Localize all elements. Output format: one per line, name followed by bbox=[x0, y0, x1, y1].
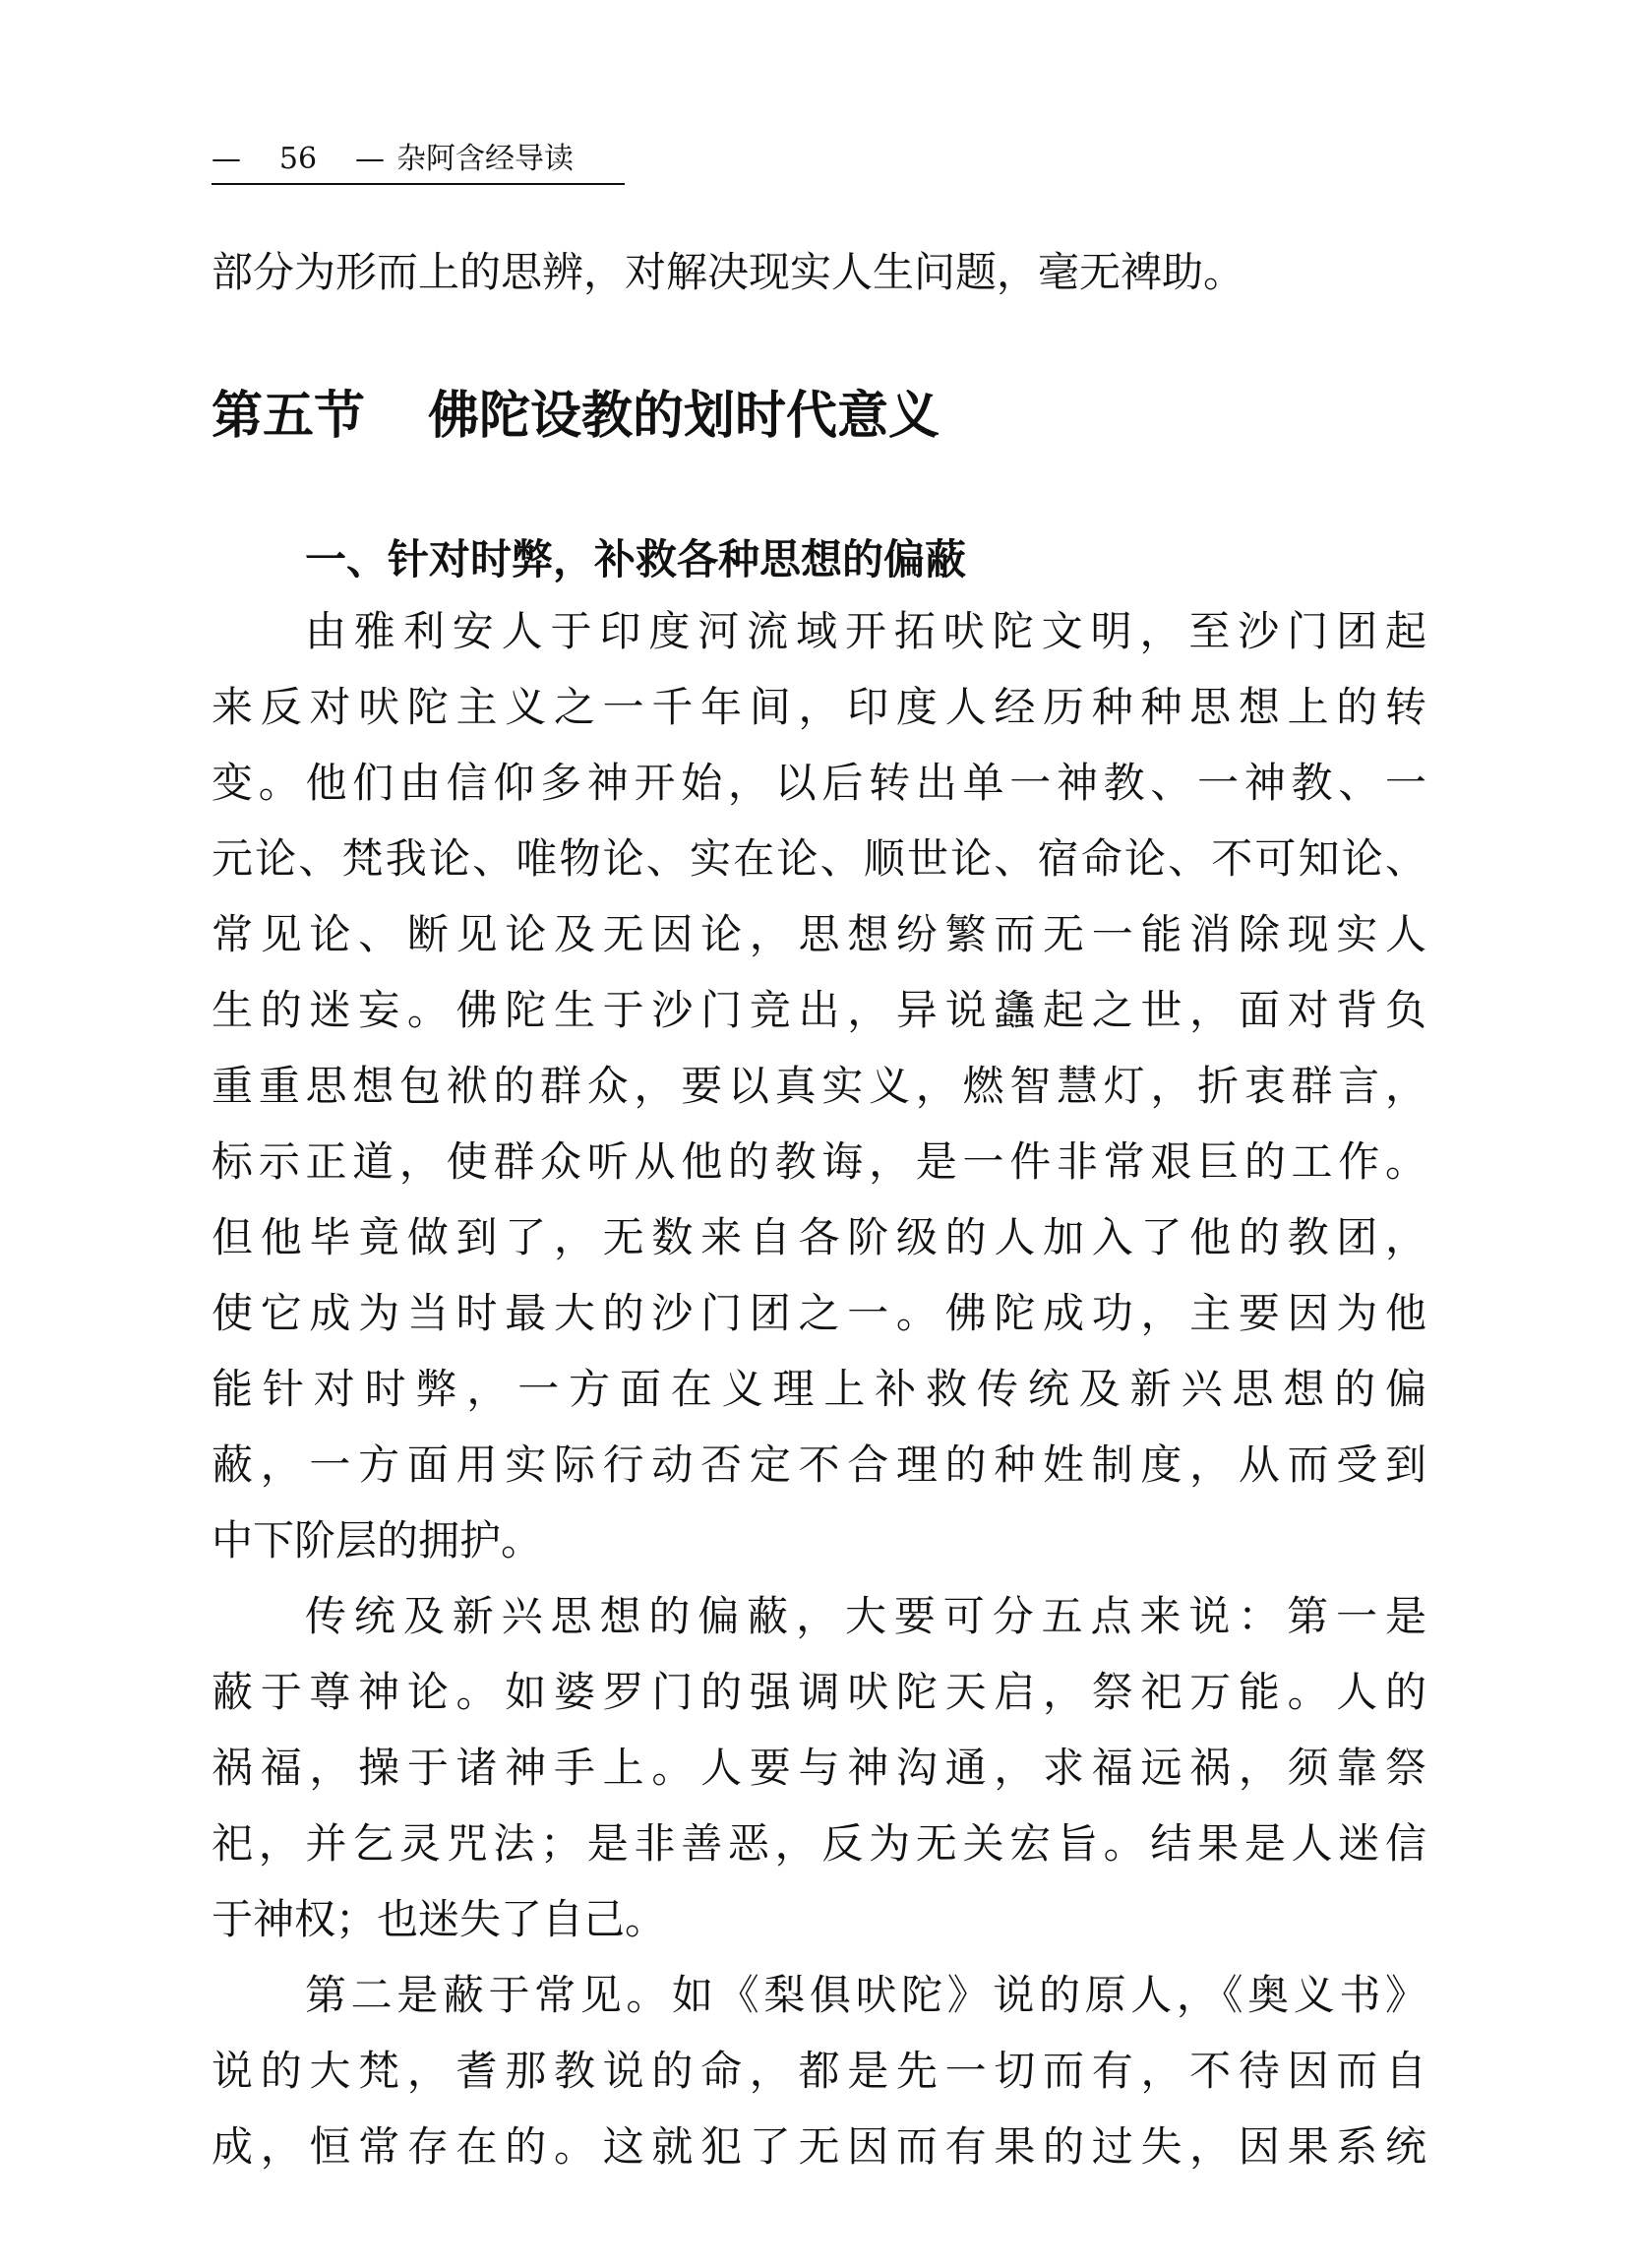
text-line: 使它成为当时最大的沙门团之一。佛陀成功，主要因为他 bbox=[212, 1289, 1426, 1337]
section-heading bbox=[212, 382, 940, 451]
text-line: 中下阶层的拥护。 bbox=[212, 1516, 543, 1564]
text-line: 祸福，操于诸神手上。人要与神沟通，求福远祸，须靠祭 bbox=[212, 1744, 1426, 1792]
subsection-heading: 一、针对时弊，补救各种思想的偏蔽 bbox=[305, 535, 967, 583]
paragraph-1 bbox=[212, 593, 1426, 1578]
paragraph-3 bbox=[212, 1957, 1426, 2184]
text-line: 蔽于尊神论。如婆罗门的强调吠陀天启，祭祀万能。人的 bbox=[212, 1668, 1426, 1716]
text-line: 说的大梵，耆那教说的命，都是先一切而有，不待因而自 bbox=[212, 2047, 1426, 2095]
text-line: 生的迷妄。佛陀生于沙门竞出，异说蠭起之世，面对背负 bbox=[212, 986, 1426, 1034]
header-dash-left: — bbox=[212, 142, 241, 176]
carryover-paragraph bbox=[212, 234, 1426, 310]
text-line: 来反对吠陀主义之一千年间，印度人经历种种思想上的转 bbox=[212, 683, 1426, 731]
text-line: 重重思想包袱的群众，要以真实义，燃智慧灯，折衷群言， bbox=[212, 1062, 1426, 1110]
page-number: 56 bbox=[278, 142, 318, 176]
text-line: 标示正道，使群众听从他的教诲，是一件非常艰巨的工作。 bbox=[212, 1137, 1426, 1186]
text-line: 传统及新兴思想的偏蔽，大要可分五点来说：第一是 bbox=[305, 1592, 1426, 1640]
book-title: 杂阿含经导读 bbox=[396, 142, 574, 176]
section-label: 第五节 bbox=[212, 387, 366, 446]
text-line: 蔽，一方面用实际行动否定不合理的种姓制度，从而受到 bbox=[212, 1440, 1426, 1489]
text-line: 变。他们由信仰多神开始，以后转出单一神教、一神教、一 bbox=[212, 759, 1426, 807]
text-line: 祀，并乞灵咒法；是非善恶，反为无关宏旨。结果是人迷信 bbox=[212, 1819, 1426, 1868]
text-line: 第二是蔽于常见。如《梨俱吠陀》说的原人，《奥义书》 bbox=[305, 1971, 1426, 2019]
text-line: 元论、梵我论、唯物论、实在论、顺世论、宿命论、不可知论、 bbox=[212, 834, 1426, 883]
text-line: 由雅利安人于印度河流域开拓吠陀文明，至沙门团起 bbox=[305, 607, 1426, 655]
header-rule bbox=[212, 183, 625, 185]
text-line: 常见论、断见论及无因论，思想纷繁而无一能消除现实人 bbox=[212, 910, 1426, 958]
text-line: 成，恒常存在的。这就犯了无因而有果的过失，因果系统 bbox=[212, 2122, 1426, 2171]
header-dash-right: — bbox=[355, 142, 385, 176]
paragraph-2 bbox=[212, 1578, 1426, 1957]
running-header bbox=[212, 138, 635, 181]
text-line: 于神权；也迷失了自己。 bbox=[212, 1895, 667, 1943]
text-line: 能针对时弊，一方面在义理上补救传统及新兴思想的偏 bbox=[212, 1365, 1426, 1413]
text-line: 部分为形而上的思辨，对解决现实人生问题，毫无裨助。 bbox=[212, 248, 1245, 296]
section-title: 佛陀设教的划时代意义 bbox=[428, 387, 940, 446]
text-line: 但他毕竟做到了，无数来自各阶级的人加入了他的教团， bbox=[212, 1213, 1426, 1261]
